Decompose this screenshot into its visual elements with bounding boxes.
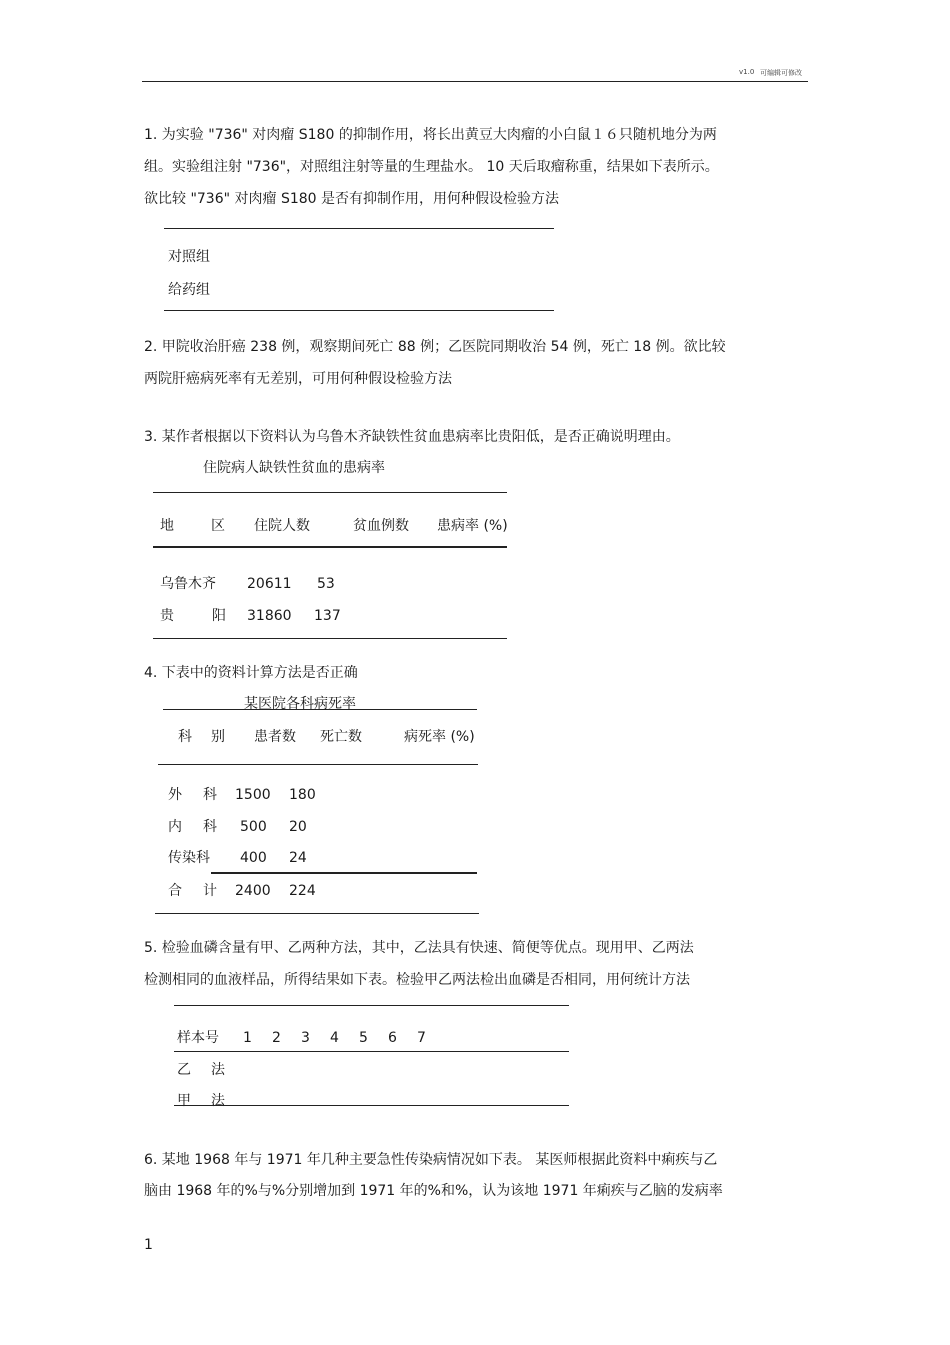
q3-row2-inpatients: 31860 bbox=[247, 608, 292, 624]
q4-header-patients: 患者数 bbox=[254, 729, 296, 745]
q4-row4-dept-a: 合 bbox=[168, 883, 182, 899]
q4-row4-deaths: 224 bbox=[289, 883, 316, 899]
q4-line1: 4. 下表中的资料计算方法是否正确 bbox=[144, 665, 358, 681]
q1-row-control: 对照组 bbox=[168, 249, 210, 265]
q1-table-bottom-rule bbox=[164, 310, 554, 311]
q4-row1-dept-b: 科 bbox=[203, 787, 217, 803]
q5-row1-b: 法 bbox=[211, 1062, 225, 1078]
q3-row1-inpatients: 20611 bbox=[247, 576, 292, 592]
q5-header-label: 样本号 bbox=[177, 1030, 219, 1046]
q3-header-anemia: 贫血例数 bbox=[353, 518, 409, 534]
q4-row3-patients: 400 bbox=[240, 850, 267, 866]
header-version: v1.0 bbox=[739, 68, 755, 76]
q4-row2-patients: 500 bbox=[240, 819, 267, 835]
q5-row1-a: 乙 bbox=[177, 1062, 191, 1078]
q3-table-top-rule bbox=[153, 492, 507, 493]
q3-header-region-a: 地 bbox=[160, 518, 174, 534]
q4-header-deaths: 死亡数 bbox=[320, 729, 362, 745]
q4-row2-dept-a: 内 bbox=[168, 819, 182, 835]
q4-row4-patients: 2400 bbox=[235, 883, 271, 899]
q4-row2-dept-b: 科 bbox=[203, 819, 217, 835]
page-number: 1 bbox=[144, 1237, 153, 1253]
q3-header-inpatients: 住院人数 bbox=[254, 518, 310, 534]
q3-header-rule bbox=[153, 546, 507, 548]
q4-row2-deaths: 20 bbox=[289, 819, 307, 835]
q5-row2-a: 甲 bbox=[177, 1093, 191, 1109]
q4-subtotal-rule bbox=[211, 872, 477, 874]
q5-line2: 检测相同的血液样品，所得结果如下表。检验甲乙两法检出血磷是否相同，用何统计方法 bbox=[144, 972, 690, 988]
q4-row1-dept-a: 外 bbox=[168, 787, 182, 803]
q4-row1-deaths: 180 bbox=[289, 787, 316, 803]
q1-line3: 欲比较 "736" 对肉瘤 S180 是否有抑制作用，用何种假设检验方法 bbox=[144, 191, 560, 207]
q3-row2-region-b: 阳 bbox=[212, 608, 226, 624]
q4-header-dept-b: 别 bbox=[211, 729, 225, 745]
q1-line2: 组。实验组注射 "736"，对照组注射等量的生理盐水。 10 天后取瘤称重，结果如下表所示。 bbox=[144, 159, 719, 175]
q4-table-bottom-rule bbox=[155, 913, 479, 914]
q4-table-top-rule bbox=[163, 709, 477, 710]
q2-line2: 两院肝癌病死率有无差别，可用何种假设检验方法 bbox=[144, 371, 452, 387]
q5-table-top-rule bbox=[174, 1005, 569, 1006]
header-rule bbox=[142, 81, 808, 82]
q5-sample-4: 4 bbox=[330, 1030, 339, 1046]
q5-sample-3: 3 bbox=[301, 1030, 310, 1046]
q3-row1-region: 乌鲁木齐 bbox=[160, 576, 216, 592]
q3-row2-region-a: 贵 bbox=[160, 608, 174, 624]
q1-line1: 1. 为实验 "736" 对肉瘤 S180 的抑制作用，将长出黄豆大肉瘤的小白鼠１６只随机地分为两 bbox=[144, 127, 717, 143]
q4-header-dept-a: 科 bbox=[178, 729, 192, 745]
q6-line2: 脑由 1968 年的%与%分别增加到 1971 年的%和%，认为该地 1971 年痢疾与乙脑的发病率 bbox=[144, 1183, 723, 1199]
q3-row2-anemia: 137 bbox=[314, 608, 341, 624]
q1-table-top-rule bbox=[164, 228, 554, 229]
q5-sample-5: 5 bbox=[359, 1030, 368, 1046]
q5-sample-1: 1 bbox=[243, 1030, 252, 1046]
q2-line1: 2. 甲院收治肝癌 238 例，观察期间死亡 88 例；乙医院同期收治 54 例，死亡 18 例。欲比较 bbox=[144, 339, 726, 355]
q4-row4-dept-b: 计 bbox=[203, 883, 217, 899]
q4-table-title: 某医院各科病死率 bbox=[244, 696, 356, 712]
q4-header-rate: 病死率 (%) bbox=[404, 729, 475, 745]
q5-sample-2: 2 bbox=[272, 1030, 281, 1046]
q3-table-bottom-rule bbox=[153, 638, 507, 639]
q5-table-bottom-rule bbox=[174, 1105, 569, 1106]
q1-row-treatment: 给药组 bbox=[168, 282, 210, 298]
q3-header-region-b: 区 bbox=[211, 518, 225, 534]
q4-row3-deaths: 24 bbox=[289, 850, 307, 866]
q4-row3-dept: 传染科 bbox=[168, 850, 210, 866]
q5-sample-6: 6 bbox=[388, 1030, 397, 1046]
q3-row1-anemia: 53 bbox=[317, 576, 335, 592]
q5-row2-b: 法 bbox=[211, 1093, 225, 1109]
q5-line1: 5. 检验血磷含量有甲、乙两种方法，其中，乙法具有快速、简便等优点。现用甲、乙两法 bbox=[144, 940, 694, 956]
q5-header-rule bbox=[174, 1051, 569, 1052]
header-note: 可编辑可修改 bbox=[760, 69, 802, 77]
q3-header-rate: 患病率 (%) bbox=[437, 518, 508, 534]
q6-line1: 6. 某地 1968 年与 1971 年几种主要急性传染病情况如下表。 某医师根据此资料中痢疾与乙 bbox=[144, 1152, 718, 1168]
q4-header-rule bbox=[158, 764, 478, 765]
q3-table-title: 住院病人缺铁性贫血的患病率 bbox=[203, 460, 385, 476]
q4-row1-patients: 1500 bbox=[235, 787, 271, 803]
q5-sample-7: 7 bbox=[417, 1030, 426, 1046]
q3-line1: 3. 某作者根据以下资料认为乌鲁木齐缺铁性贫血患病率比贵阳低，是否正确说明理由。 bbox=[144, 429, 680, 445]
